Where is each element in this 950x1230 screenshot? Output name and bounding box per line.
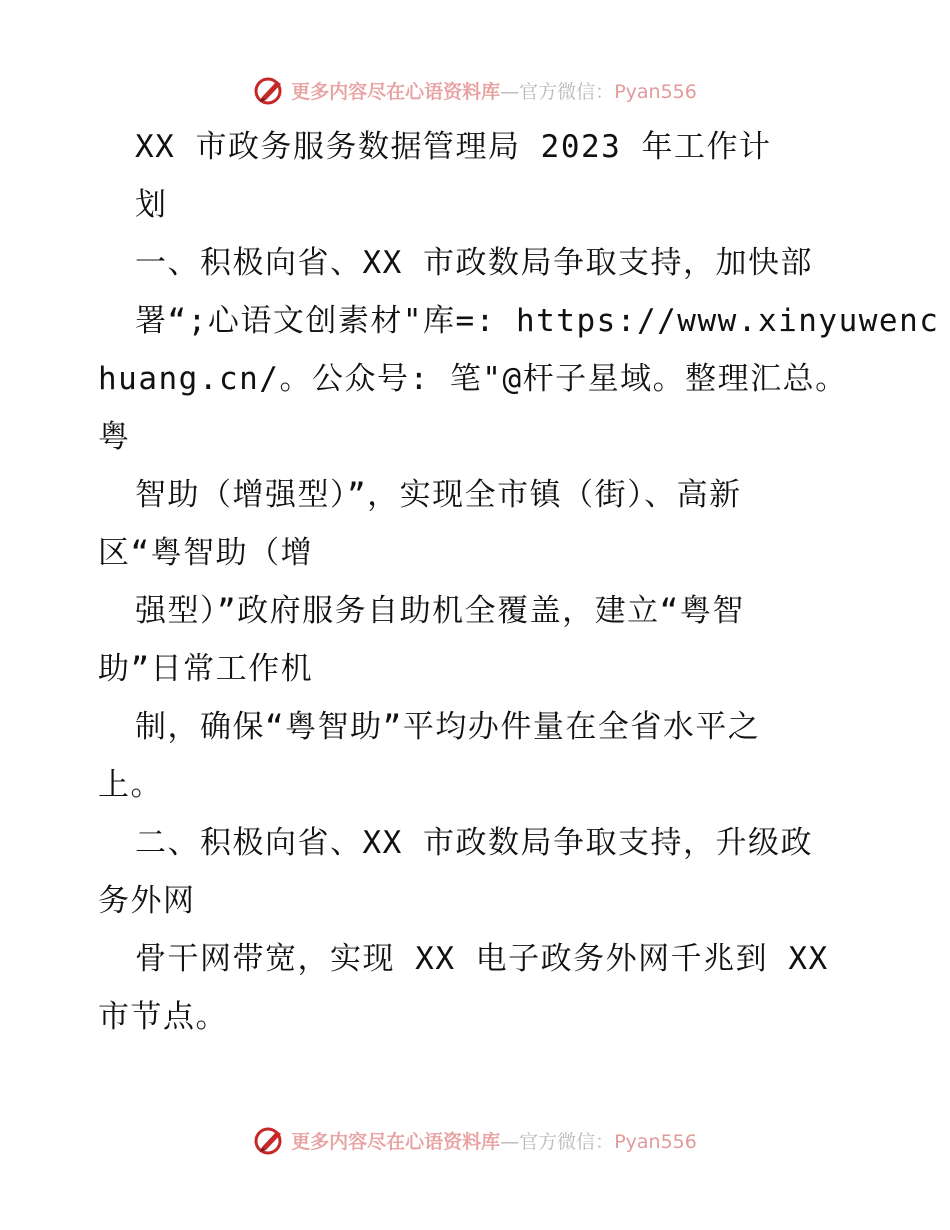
paragraph-line: 区“粤智助（增 xyxy=(98,535,314,571)
banner-wechat-label: —官方微信： xyxy=(500,80,615,103)
paragraph-line: 制，确保“粤智助”平均办件量在全省水平之 xyxy=(135,709,761,745)
pen-logo-icon xyxy=(253,73,287,107)
banner-slogan: 更多内容尽在心语资料库 xyxy=(291,80,501,103)
doc-title-line-1: XX 市政务服务数据管理局 2023 年工作计 xyxy=(135,129,772,165)
banner-wechat-id: Pyan556 xyxy=(614,80,697,103)
paragraph-line: 一、积极向省、XX 市政数局争取支持，加快部 xyxy=(135,245,813,281)
paragraph-line: 务外网 xyxy=(98,883,196,919)
footer-banner xyxy=(0,1120,950,1160)
paragraph-line: 强型）”政府服务自助机全覆盖，建立“粤智 xyxy=(135,593,745,629)
banner-wechat-id: Pyan556 xyxy=(614,1130,697,1153)
pen-logo-icon xyxy=(253,1123,287,1157)
document-body xyxy=(98,118,940,1046)
paragraph-line: 助”日常工作机 xyxy=(98,651,314,687)
paragraph-line: 上。 xyxy=(98,767,163,803)
paragraph-line: 二、积极向省、XX 市政数局争取支持，升级政 xyxy=(135,825,813,861)
doc-title-line-2: 划 xyxy=(135,187,168,223)
paragraph-line: 署“;心语文创素材"库=: https://www.xinyuwenc xyxy=(135,303,940,339)
paragraph-line: 粤 xyxy=(98,419,131,455)
paragraph-line: 智助（增强型）”，实现全市镇（街）、高新 xyxy=(135,477,742,513)
paragraph-line: 市节点。 xyxy=(98,999,228,1035)
banner-text xyxy=(291,77,697,104)
banner-slogan: 更多内容尽在心语资料库 xyxy=(291,1130,501,1153)
banner-wechat-label: —官方微信： xyxy=(500,1130,615,1153)
paragraph-line: huang.cn/。公众号: 笔"@杆子星域。整理汇总。 xyxy=(98,361,848,397)
header-banner xyxy=(0,70,950,110)
banner-text xyxy=(291,1127,697,1154)
paragraph-line: 骨干网带宽，实现 XX 电子政务外网千兆到 XX xyxy=(135,941,829,977)
